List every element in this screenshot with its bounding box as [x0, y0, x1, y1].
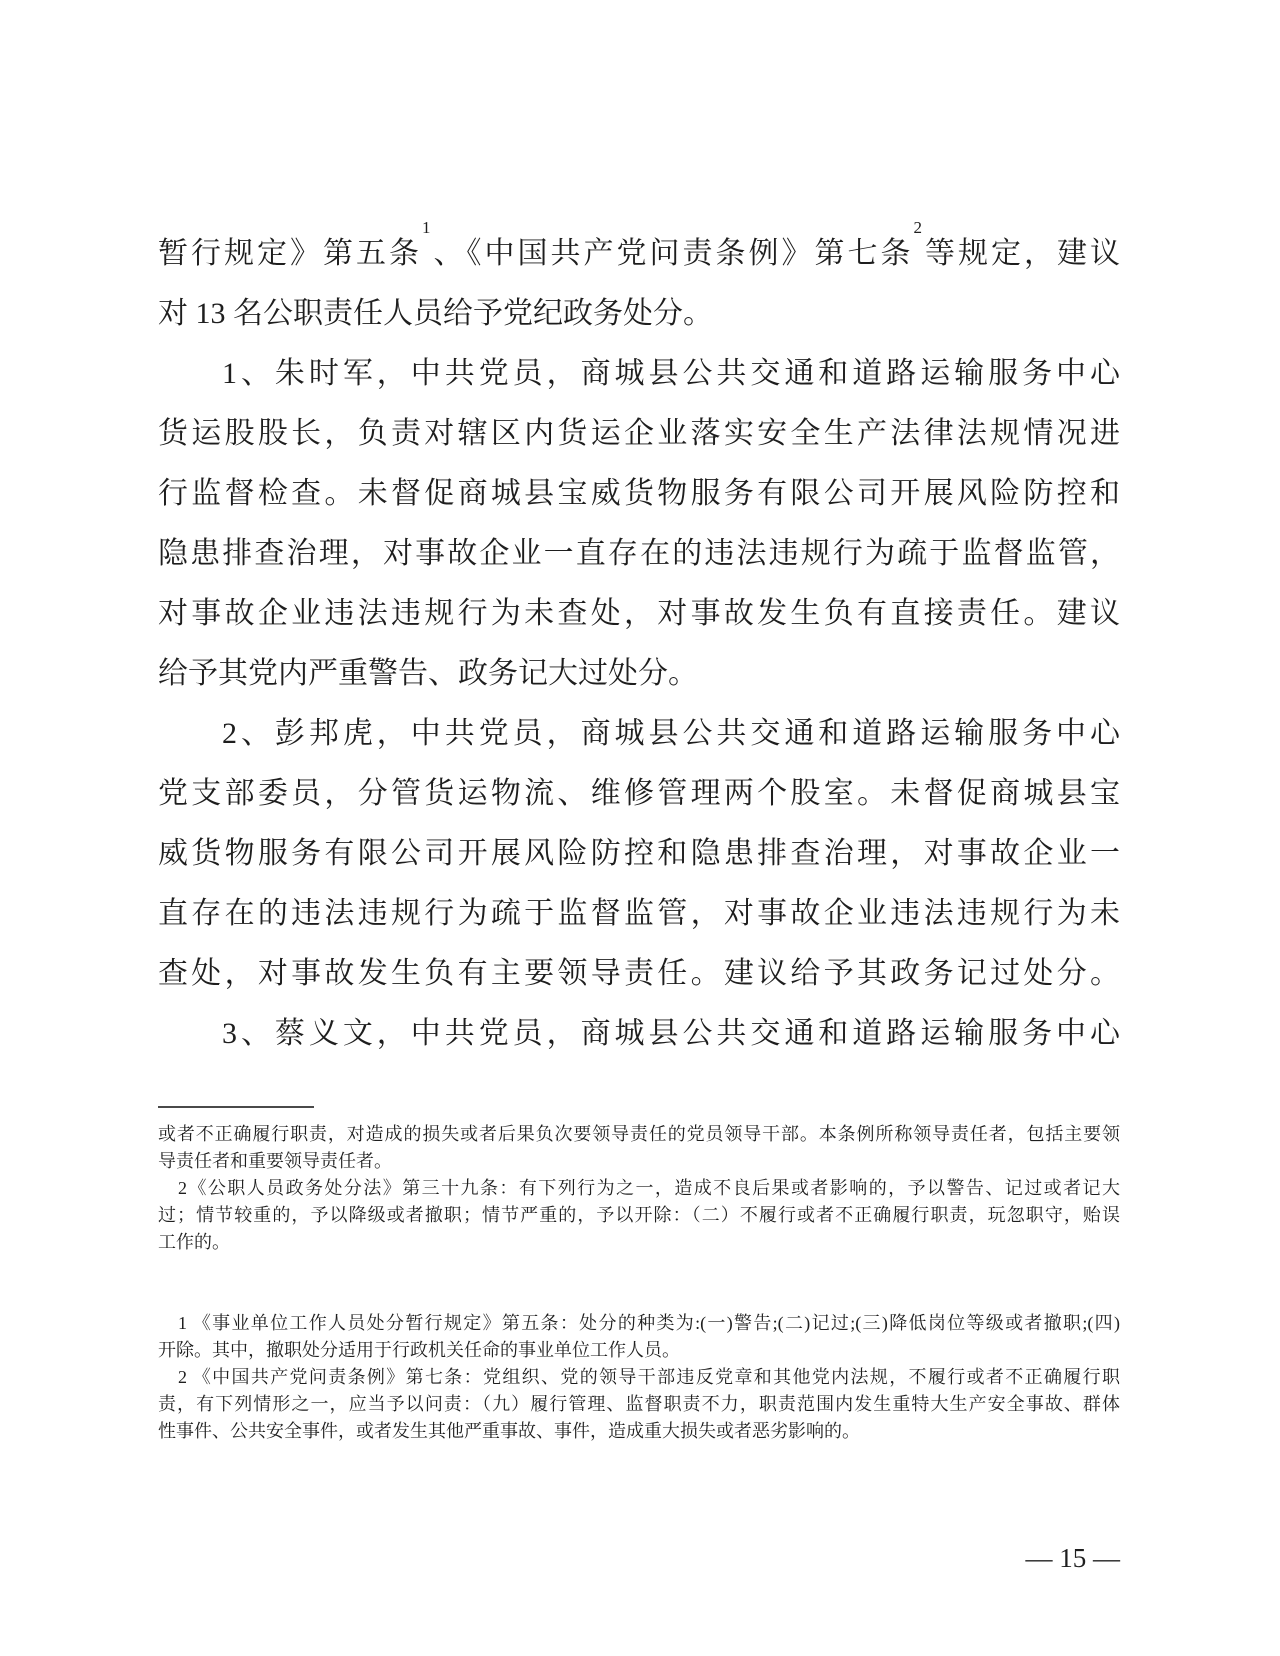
body-line-item2: 查处，对事故发生负有主要领导责任。建议给予其政务记过处分。 [158, 957, 1120, 990]
footnote-line: 2 《中国共产党问责条例》第七条：党组织、党的领导干部违反党章和其他党内法规，不履行或者不正确履行职 [178, 1367, 1120, 1387]
body-line-item1: 行监督检查。未督促商城县宝威货物服务有限公司开展风险防控和 [158, 477, 1120, 510]
body-text-segment: 、《中国共产党问责条例》第七条 [430, 237, 914, 270]
body-line-item1: 货运股股长，负责对辖区内货运企业落实安全生产法律法规情况进 [158, 417, 1120, 450]
body-line-intro-2: 对 13 名公职责任人员给予党纪政务处分。 [158, 297, 713, 330]
page-number: — 15 — [1025, 1543, 1120, 1573]
footnote-line: 或者不正确履行职责，对造成的损失或者后果负次要领导责任的党员领导干部。本条例所称领导责任者，包括主要领 [158, 1124, 1120, 1144]
footnote-separator [158, 1106, 314, 1108]
body-line-item1: 1、朱时军，中共党员，商城县公共交通和道路运输服务中心 [222, 357, 1120, 390]
body-line-item1: 对事故企业违法违规行为未查处，对事故发生负有直接责任。建议 [158, 597, 1120, 630]
body-text-segment: 等规定，建议 [922, 237, 1120, 270]
body-text-segment: 暂行规定》第五条 [158, 237, 422, 270]
body-line-item1: 给予其党内严重警告、政务记大过处分。 [158, 657, 698, 690]
footnotes-continuation [158, 1121, 1120, 1256]
footnote-line: 工作的。 [158, 1232, 230, 1252]
document-body [158, 218, 1120, 1064]
footnote-line: 责，有下列情形之一，应当予以问责：（九）履行管理、监督职责不力，职责范围内发生重特大生产安全事故、群体 [158, 1394, 1120, 1414]
footnote-line: 开除。其中，撤职处分适用于行政机关任命的事业单位工作人员。 [158, 1340, 680, 1360]
footnotes-current-page [158, 1310, 1120, 1445]
footnote-ref-1: 1 [422, 218, 431, 237]
footnote-line: 导责任者和重要领导责任者。 [158, 1151, 392, 1171]
body-line-item3: 3、蔡义文，中共党员，商城县公共交通和道路运输服务中心 [222, 1017, 1120, 1050]
footnote-line: 2《公职人员政务处分法》第三十九条：有下列行为之一，造成不良后果或者影响的，予以警告、记过或者记大 [178, 1178, 1120, 1198]
body-line-item1: 隐患排查治理，对事故企业一直存在的违法违规行为疏于监督监管， [158, 537, 1120, 570]
body-line-item2: 直存在的违法违规行为疏于监督监管，对事故企业违法违规行为未 [158, 897, 1120, 930]
footnote-line: 过；情节较重的，予以降级或者撤职；情节严重的，予以开除：（二）不履行或者不正确履行职责，玩忽职守，贻误 [158, 1205, 1120, 1225]
footnote-line: 1 《事业单位工作人员处分暂行规定》第五条：处分的种类为:(一)警告;(二)记过;(三)降低岗位等级或者撤职;(四) [178, 1313, 1120, 1333]
footnote-ref-2: 2 [913, 218, 922, 237]
body-line-item2: 威货物服务有限公司开展风险防控和隐患排查治理，对事故企业一 [158, 837, 1120, 870]
body-line-item2: 2、彭邦虎，中共党员，商城县公共交通和道路运输服务中心 [222, 717, 1120, 750]
footnote-line: 性事件、公共安全事件，或者发生其他严重事故、事件，造成重大损失或者恶劣影响的。 [158, 1421, 860, 1441]
body-line-intro-1 [158, 218, 1120, 284]
body-line-item2: 党支部委员，分管货运物流、维修管理两个股室。未督促商城县宝 [158, 777, 1120, 810]
